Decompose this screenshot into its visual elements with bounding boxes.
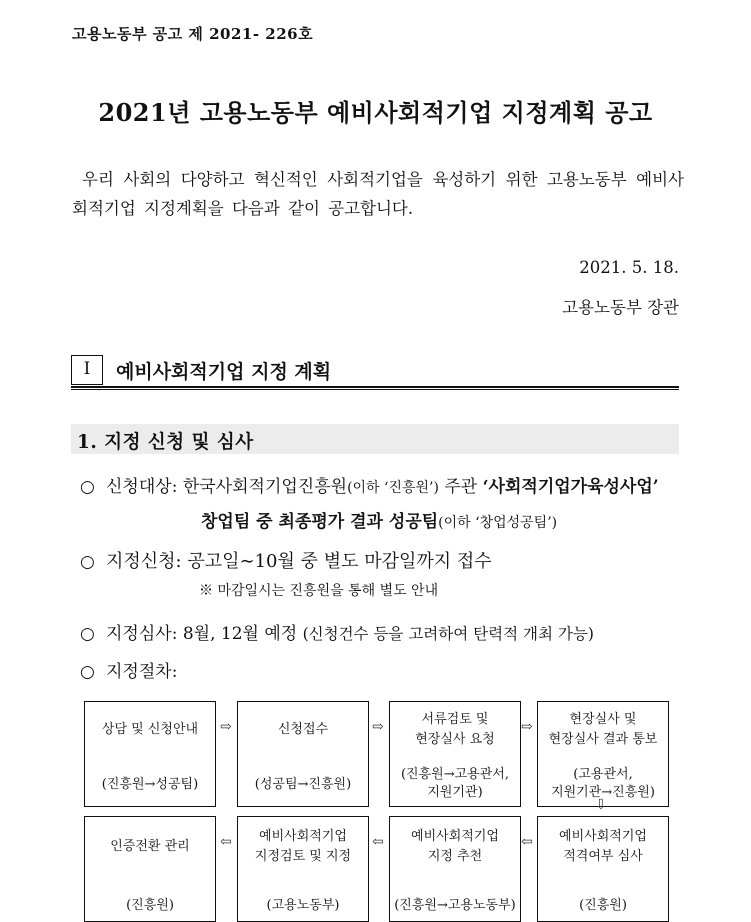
flow-step-6 [389,816,521,922]
target-org-note: (이하 ‘진흥원’) [347,480,439,496]
bullet-marker: ○ [80,662,95,682]
signer: 고용노동부 장관 [562,298,679,317]
flow-step-8 [84,816,216,922]
document-title: 2021년 고용노동부 예비사회적기업 지정계획 공고 [98,98,653,127]
procedure-label: 지정절차: [106,662,178,682]
review-label: 지정심사: [106,624,178,644]
flow-step-title: 예비사회적기업 지정 추천 [411,829,499,864]
flow-step-7 [237,816,369,922]
review-note: (신청건수 등을 고려하여 탄력적 개최 가능) [302,625,594,643]
flow-step-org: (고용노동부) [266,898,340,913]
flow-step-title: 현장실사 및 현장실사 결과 통보 [548,712,658,747]
intro-paragraph: 우리 사회의 다양하고 혁신적인 사회적기업을 육성하기 위한 고용노동부 예비사회적기업 지정계획을 다음과 같이 공고합니다. [72,170,684,218]
bullet-target [80,472,659,497]
arrow-left-icon: ⇦ [220,834,232,850]
flow-step-2 [237,701,369,807]
subsection-title: 1. 지정 신청 및 심사 [77,432,254,453]
flow-step-org: (진흥원) [126,898,174,913]
section-title: 예비사회적기업 지정 계획 [116,361,332,383]
flow-step-3 [389,701,521,807]
target-teams-note: (이하 ‘창업성공팀’) [438,515,558,531]
bullet-review [80,619,594,644]
flow-step-title: 서류검토 및 현장실사 요청 [415,712,495,747]
notice-number: 고용노동부 공고 제 2021- 226호 [72,25,314,43]
flow-step-5 [537,816,669,922]
target-program: ‘사회적기업가육성사업’ [482,477,659,497]
bullet-procedure [80,657,177,682]
section-number: I [71,355,103,385]
bullet-marker: ○ [80,477,95,497]
flow-step-org: (진흥원→고용관서, 지원기관) [400,767,509,800]
arrow-right-icon: ⇨ [521,719,533,735]
target-label: 신청대상: [106,477,178,497]
target-teams: 창업팀 중 최종평가 결과 성공팀 [201,512,439,532]
bullet-marker: ○ [80,552,95,572]
review-text: 8월, 12월 예정 [182,624,298,644]
bullet-target-line2 [201,507,557,532]
flow-step-title: 신청접수 [277,722,329,737]
apply-text: 공고일∼10월 중 별도 마감일까지 접수 [187,551,492,572]
bullet-apply [80,547,492,573]
section-divider [71,386,679,390]
arrow-right-icon: ⇨ [372,719,384,735]
flow-step-org: (진흥원→성공팀) [101,777,199,792]
flow-step-title: 상담 및 신청안내 [101,722,199,737]
deadline-note: ※ 마감일시는 진흥원을 통해 별도 안내 [199,583,439,599]
arrow-left-icon: ⇦ [372,834,384,850]
flow-step-1 [84,701,216,807]
flow-step-title: 예비사회적기업 적격여부 심사 [559,829,647,864]
flow-step-org: (고용관서, 지원기관→진흥원) [551,767,655,800]
flow-step-org: (진흥원) [579,898,627,913]
flow-step-org: (진흥원→고용노동부) [394,898,516,913]
apply-label: 지정신청: [106,551,182,572]
target-host: 주관 [444,477,478,497]
flow-step-org: (성공팀→진흥원) [254,777,352,792]
target-org: 한국사회적기업진흥원 [182,477,348,497]
flow-step-title: 인증전환 관리 [110,839,190,854]
arrow-left-icon: ⇦ [521,834,533,850]
notice-date: 2021. 5. 18. [579,258,679,277]
bullet-marker: ○ [80,624,95,644]
flow-step-4 [537,701,669,807]
arrow-right-icon: ⇨ [220,719,232,735]
flow-step-title: 예비사회적기업 지정검토 및 지정 [254,829,352,864]
arrow-down-icon: ⇩ [595,797,607,813]
